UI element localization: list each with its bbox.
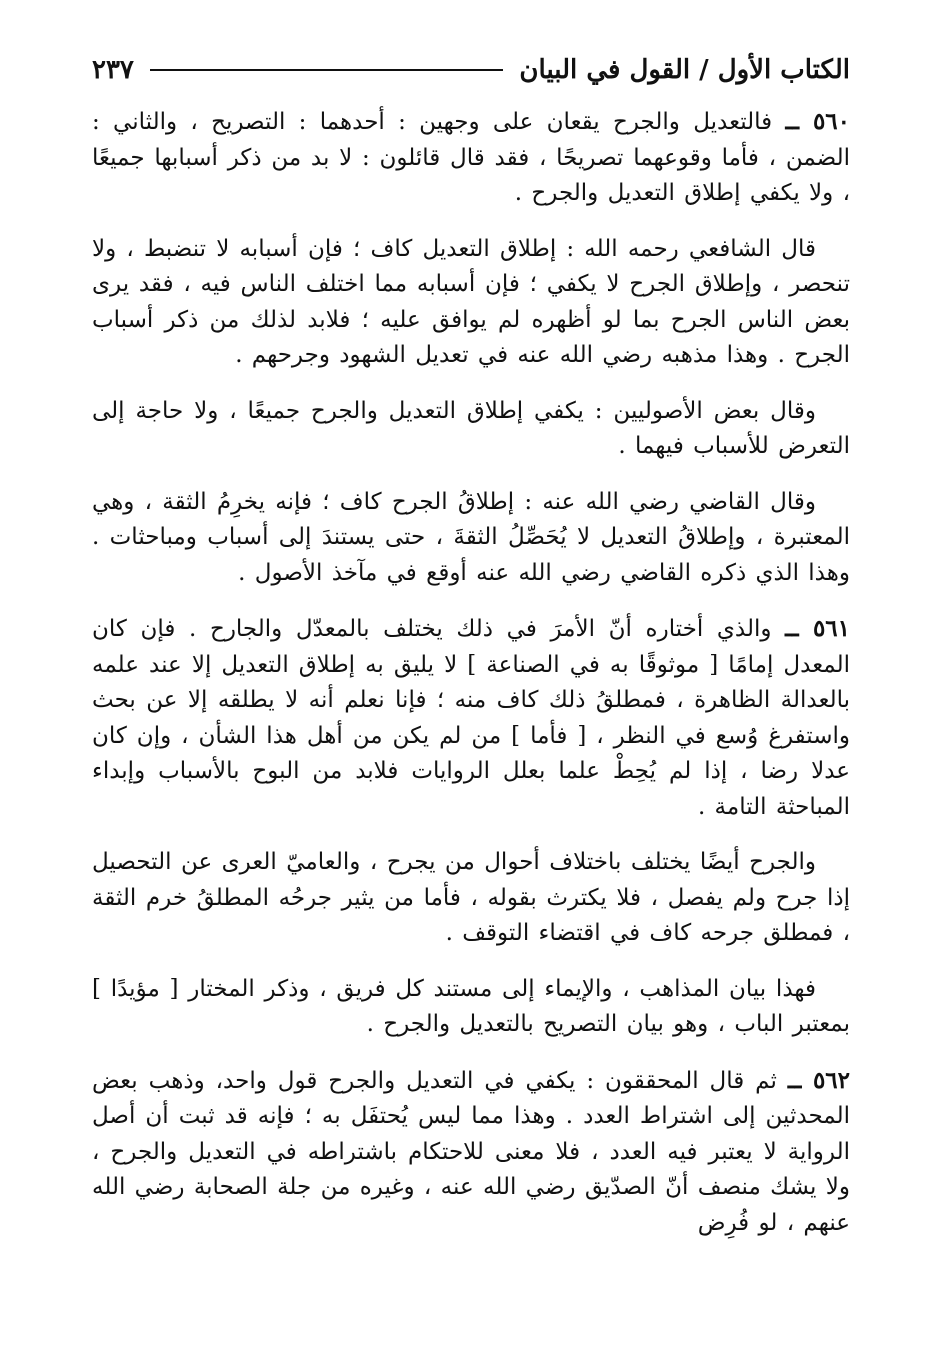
paragraph-text: وقال بعض الأصوليين : يكفي إطلاق التعديل والجرح جميعًا ، ولا حاجة إلى التعرض للأسباب فيهما . <box>92 397 850 459</box>
page-body <box>92 104 850 1241</box>
paragraph-shafii <box>92 232 850 374</box>
paragraph-text: والجرح أيضًا يختلف باختلاف أحوال من يجرح ، والعاميّ العرى عن التحصيل إذا جرح ولم يفصل ، فلا يكترث بقوله ، فأما من يثير جرحُه المطلقُ خرم الثقة ، فمطلق جرحه كاف في اقتضاء التوقف . <box>92 849 850 946</box>
paragraph-jarh <box>92 845 850 952</box>
paragraph-number: ٥٦٠ ــ <box>785 108 851 135</box>
paragraph-text: فالتعديل والجرح يقعان على وجهين : أحدهما : التصريح ، والثاني : الضمن ، فأما وقوعهما تصريحًا ، فقد قال قائلون : لا بد من ذكر أسبابها جميعًا ، ولا يكفي إطلاق التعديل والجرح . <box>92 109 850 206</box>
paragraph-text: وقال القاضي رضي الله عنه : إطلاقُ الجرح كاف ؛ فإنه يخرِمُ الثقة ، وهي المعتبرة ، وإطلاقُ التعديل لا يُحَصِّلُ الثقةَ ، حتى يستندَ إلى أسباب ومباحثات . وهذا الذي ذكره القاضي رضي الله عنه أوقع في مآخذ الأصول . <box>92 488 850 586</box>
running-title: الكتاب الأول / القول في البيان <box>519 55 850 85</box>
paragraph-qadi <box>92 485 850 592</box>
page-header <box>92 40 850 100</box>
paragraph-561 <box>92 611 850 825</box>
paragraph-text: والذي أختاره أنّ الأمرَ في ذلك يختلف بالمعدّل والجارح . فإن كان المعدل إمامًا [ موثوقًا به في الصناعة ] لا يليق به إطلاق التعديل إلا عند علمه بالعدالة الظاهرة ، فمطلقُ ذلك كاف منه ؛ فإنا نعلم أنه لا يطلقه إلا عن بحث واستفرغ وُسع في النظر ، [ فأما ] من لم يكن من أهل هذا الشأن ، وإن كان عدلا رضا ، إذا لم يُحِطْ علما بعلل الروايات فلابد من البوح بالأسباب وإبداء المباحثة التامة . <box>92 616 850 820</box>
paragraph-usuliyyin <box>92 394 850 465</box>
paragraph-number: ٥٦٢ ــ <box>787 1066 851 1094</box>
page-number: ٢٣٧ <box>92 55 134 85</box>
paragraph-text: فهذا بيان المذاهب ، والإيماء إلى مستند كل فريق ، وذكر المختار [ مؤيدًا ] بمعتبر الباب ، وهو بيان التصريح بالتعديل والجرح . <box>92 975 850 1037</box>
paragraph-bayan <box>92 972 850 1043</box>
paragraph-number: ٥٦١ ــ <box>785 615 850 642</box>
paragraph-560 <box>92 104 850 212</box>
paragraph-text: ثم قال المحققون : يكفي في التعديل والجرح قول واحد، وذهب بعض المحدثين إلى اشتراط العدد . وهذا مما ليس يُحتفَل به ؛ فإنه قد ثبت أن أصل الرواية لا يعتبر فيه العدد ، فلا معنى للاحتكام باشتراطه في التعديل والجرح ، ولا يشك منصف أنّ الصدّيق رضي الله عنه ، وغيره من جلة الصحابة رضي الله عنهم ، لو فُرِض <box>92 1067 850 1236</box>
paragraph-text: قال الشافعي رحمه الله : إطلاق التعديل كاف ؛ فإن أسبابه لا تنضبط ، ولا تنحصر ، وإطلاق الجرح لا يكفي ؛ فإن أسبابه مما اختلف الناس فيه ، فقد يرى بعض الناس الجرح بما لو أظهره لم يوافق عليه ؛ فلابد لذلك من ذكر أسباب الجرح . وهذا مذهبه رضي الله عنه في تعديل الشهود وجرحهم . <box>92 235 850 368</box>
paragraph-562 <box>92 1063 850 1242</box>
header-rule <box>150 69 504 71</box>
